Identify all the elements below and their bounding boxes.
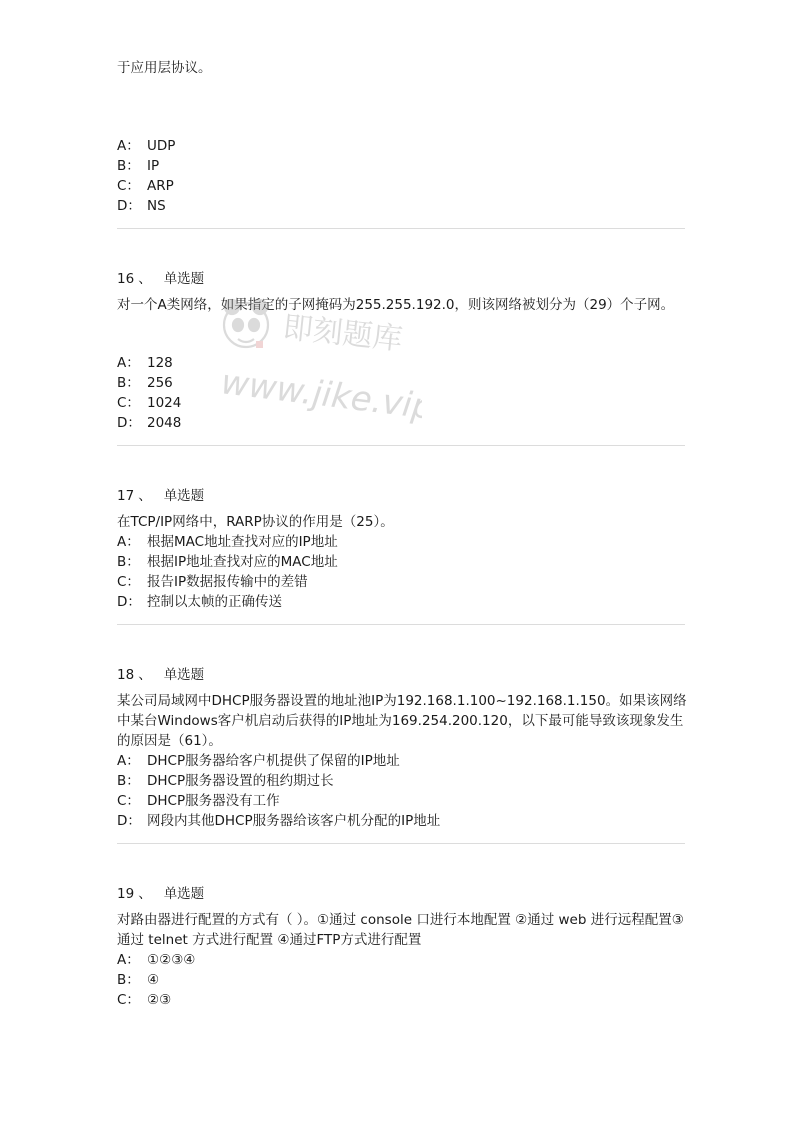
option-b[interactable]: B： DHCP服务器设置的租约期过长 — [117, 773, 334, 789]
option-d[interactable]: D： 2048 — [117, 415, 182, 431]
option-a[interactable]: A： ①②③④ — [117, 952, 196, 968]
question-header: 18 、 单选题 — [117, 667, 205, 683]
question-17 — [117, 486, 687, 612]
question-stem: 对路由器进行配置的方式有（ ）。①通过 console 口进行本地配置 ②通过 web 进行远程配置③通过 telnet 方式进行配置 ④通过FTP方式进行配置 — [117, 912, 684, 948]
option-c[interactable]: C： DHCP服务器没有工作 — [117, 793, 280, 809]
option-a[interactable]: A： DHCP服务器给客户机提供了保留的IP地址 — [117, 753, 400, 769]
question-18 — [117, 665, 687, 831]
option-c[interactable]: C： 1024 — [117, 395, 182, 411]
option-c[interactable]: C： 报告IP数据报传输中的差错 — [117, 574, 308, 590]
option-b[interactable]: B： ④ — [117, 972, 160, 988]
option-d[interactable]: D： 网段内其他DHCP服务器给该客户机分配的IP地址 — [117, 813, 441, 829]
option-c[interactable]: C： ARP — [117, 178, 174, 194]
question-header: 17 、 单选题 — [117, 488, 205, 504]
option-a[interactable]: A： 128 — [117, 355, 173, 371]
option-d[interactable]: D： NS — [117, 198, 166, 214]
document-page — [117, 58, 687, 1010]
question-header: 16 、 单选题 — [117, 271, 205, 287]
question-16 — [117, 269, 687, 433]
option-d[interactable]: D： 控制以太帧的正确传送 — [117, 594, 282, 610]
question-stem: 对一个A类网络，如果指定的子网掩码为255.255.192.0，则该网络被划分为（29）个子网。 — [117, 297, 675, 313]
watermark-brand: 即刻题库 — [281, 310, 405, 358]
question-19 — [117, 884, 687, 1010]
option-b[interactable]: B： IP — [117, 158, 160, 174]
question-header: 19 、 单选题 — [117, 886, 205, 902]
option-a[interactable]: A： 根据MAC地址查找对应的IP地址 — [117, 534, 338, 550]
option-a[interactable]: A： UDP — [117, 138, 176, 154]
watermark-url: www.jike.vip — [218, 362, 422, 425]
previous-question-options — [117, 136, 687, 216]
option-c[interactable]: C： ②③ — [117, 992, 172, 1008]
option-b[interactable]: B： 256 — [117, 375, 173, 391]
question-stem: 某公司局域网中DHCP服务器设置的地址池IP为192.168.1.100~192.168.1.150。如果该网络中某台Windows客户机启动后获得的IP地址为169.254.200.120，以下最可能导致该现象发生的原因是（61）。 — [117, 693, 687, 749]
previous-question-tail: 于应用层协议。 — [117, 60, 212, 76]
option-b[interactable]: B： 根据IP地址查找对应的MAC地址 — [117, 554, 338, 570]
question-stem: 在TCP/IP网络中，RARP协议的作用是（25）。 — [117, 514, 394, 530]
